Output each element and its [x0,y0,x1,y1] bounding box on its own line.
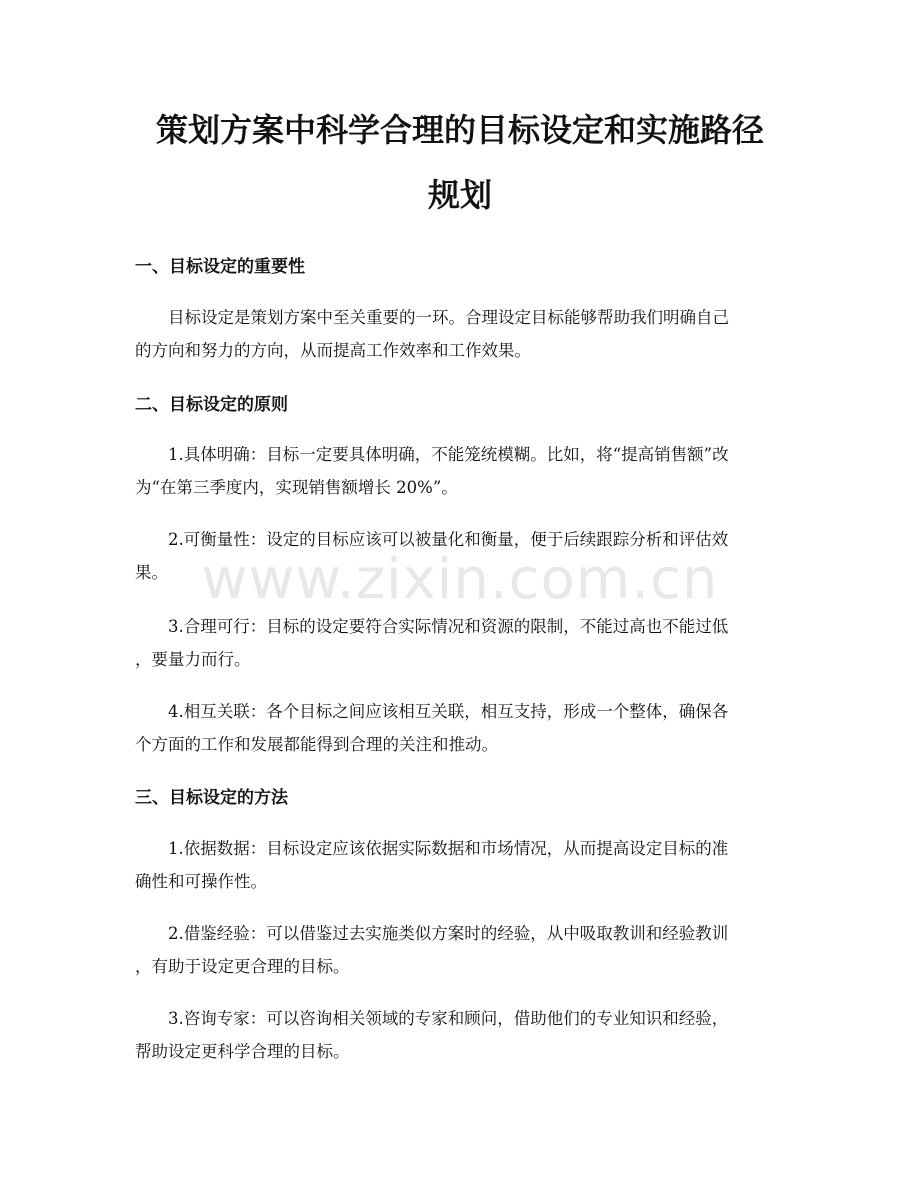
paragraph-line: ，有助于设定更合理的目标。 [135,957,350,976]
section-heading-3: 三、目标设定的方法 [135,788,288,808]
paragraph-line: 3.合理可行：目标的设定要符合实际情况和资源的限制，不能过高也不能过低 [168,617,729,636]
paragraph-line: 目标设定是策划方案中至关重要的一环。合理设定目标能够帮助我们明确自己 [168,308,729,327]
section-3-paragraph-1 [135,837,785,894]
section-heading-1: 一、目标设定的重要性 [135,257,305,277]
paragraph-line: 4.相互关联：各个目标之间应该相互关联，相互支持，形成一个整体，确保各 [168,702,729,721]
paragraph-line: 的方向和努力的方向，从而提高工作效率和工作效果。 [135,341,531,360]
section-3-paragraph-3 [135,1007,785,1064]
paragraph-line: ，要量力而行。 [135,650,251,669]
section-2-paragraph-1 [135,443,785,500]
document-title-line-2: 规划 [427,176,492,214]
document-title-line-1: 策划方案中科学合理的目标设定和实施路径 [155,111,764,149]
section-heading-2: 二、目标设定的原则 [135,395,288,415]
paragraph-line: 个方面的工作和发展都能得到合理的关注和推动。 [135,735,498,754]
paragraph-line: 3.咨询专家：可以咨询相关领域的专家和顾问，借助他们的专业知识和经验， [168,1009,729,1028]
section-1-paragraph-1 [135,306,785,363]
section-2-paragraph-4 [135,700,785,757]
paragraph-line: 2.借鉴经验：可以借鉴过去实施类似方案时的经验，从中吸取教训和经验教训 [168,924,729,943]
paragraph-line: 确性和可操作性。 [135,872,267,891]
watermark: www.zixin.com.cn [201,547,719,612]
section-2-paragraph-3 [135,615,785,672]
paragraph-line: 1.依据数据：目标设定应该依据实际数据和市场情况，从而提高设定目标的准 [168,839,729,858]
paragraph-line: 果。 [135,563,168,582]
paragraph-line: 帮助设定更科学合理的目标。 [135,1042,350,1061]
section-3-paragraph-2 [135,922,785,979]
paragraph-line: 为“在第三季度内，实现销售额增长 20%”。 [135,478,458,497]
paragraph-line: 2.可衡量性：设定的目标应该可以被量化和衡量，便于后续跟踪分析和评估效 [168,530,729,549]
paragraph-line: 1.具体明确：目标一定要具体明确，不能笼统模糊。比如，将“提高销售额”改 [168,445,729,464]
